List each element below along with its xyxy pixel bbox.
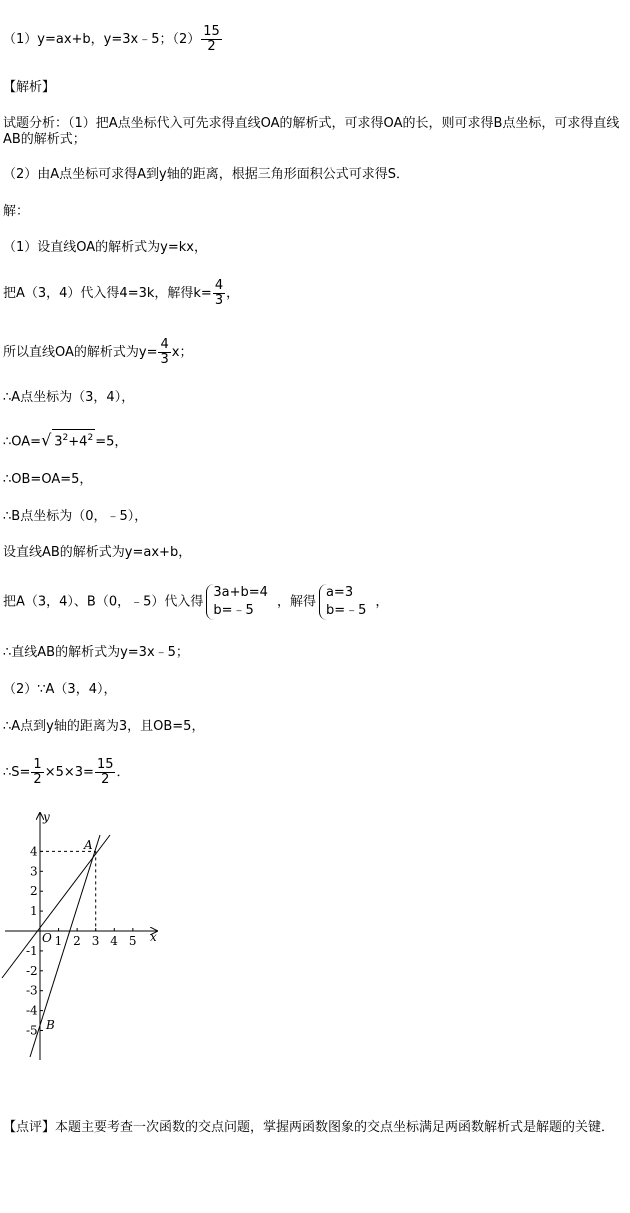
solution-step-3: 所以直线OA的解析式为y= $\frac{4}{3}$ x； [3, 337, 193, 367]
comment-paragraph: 【点评】本题主要考查一次函数的交点问题，掌握两函数图象的交点坐标满足两函数解析式是解题的关键． [3, 1120, 615, 1135]
y-axis-label: y [43, 810, 50, 824]
y-tick-label: -4 [26, 1003, 38, 1018]
y-tick-label: -1 [26, 943, 38, 958]
y-tick-label: -3 [26, 983, 38, 998]
x-tick-label: 3 [91, 934, 100, 948]
x-tick-label: 5 [128, 934, 137, 948]
slope-fraction: $\frac{4}{3}$ [160, 337, 169, 367]
x-tick-label: 2 [73, 934, 81, 948]
solution-step-11: （2）∵A（3，4）， [3, 682, 117, 697]
solution-label: 解： [3, 204, 30, 219]
analysis-paragraph-2: （2）由A点坐标可求得A到y轴的距离，根据三角形面积公式可求得S． [3, 167, 410, 182]
solution-step-13: ∴S= $\frac{1}{2}$ ×5×3= $\frac{15}{2}$ ． [3, 757, 130, 787]
x-tick-label: 1 [54, 934, 63, 948]
y-tick-label: 3 [30, 864, 38, 879]
equation-system: 3a+b=4 b=﹣5 [206, 584, 274, 620]
y-tick-label: 2 [30, 884, 38, 899]
solution-step-8: 设直线AB的解析式为y=ax+b， [3, 545, 192, 560]
origin-label: O [42, 931, 52, 945]
area-fraction: $\frac{15}{2}$ [96, 757, 114, 787]
solution-system: a=3 b=﹣5 [319, 584, 372, 620]
solution-step-10: ∴直线AB的解析式为y=3x﹣5； [3, 645, 189, 660]
analysis-paragraph-1: 试题分析：（1）把A点坐标代入可先求得直线OA的解析式，可求得OA的长，则可求得B点坐标，可求得直线AB的解析式； [3, 116, 620, 147]
analysis-heading: 【解析】 [3, 80, 56, 95]
y-tick-label: 1 [30, 904, 38, 919]
solution-step-4: ∴A点坐标为（3，4）， [3, 390, 135, 405]
line-oa [2, 835, 110, 978]
solution-step-6: ∴OB=OA=5， [3, 472, 93, 487]
half-fraction: $\frac{1}{2}$ [33, 757, 42, 787]
x-axis-label: x [150, 930, 157, 944]
solution-step-1: （1）设直线OA的解析式为y=kx， [3, 240, 207, 255]
solution-step-2: 把A（3，4）代入得4=3k，解得k= $\frac{4}{3}$ ， [3, 278, 240, 308]
solution-step-9: 把A（3，4）、B（0，﹣5）代入得 3a+b=4 b=﹣5 ，解得 a=3 b=﹣5 ， [3, 585, 389, 618]
point-b-label: B [46, 1018, 55, 1032]
solution-step-12: ∴A点到y轴的距离为3，且OB=5， [3, 719, 205, 734]
y-tick-label: 4 [30, 844, 38, 859]
answer-text: （1）y=ax+b，y=3x﹣5；（2） [3, 32, 201, 47]
answer-fraction: $\frac{15}{2}$ [203, 24, 220, 54]
solution-step-7: ∴B点坐标为（0，﹣5）， [3, 509, 148, 524]
k-fraction: $\frac{4}{3}$ [214, 278, 224, 308]
point-a-label: A [84, 838, 93, 852]
solution-step-5: ∴OA=√ $3^2+4^2 =5$， [3, 430, 128, 450]
x-tick-label: 4 [110, 934, 118, 948]
oa-radical: $3^2+4^2$ [52, 429, 95, 450]
coordinate-graph [0, 805, 180, 1065]
y-tick-label: -2 [26, 963, 38, 978]
answer-line [3, 25, 223, 54]
y-tick-label: -5 [26, 1023, 38, 1038]
